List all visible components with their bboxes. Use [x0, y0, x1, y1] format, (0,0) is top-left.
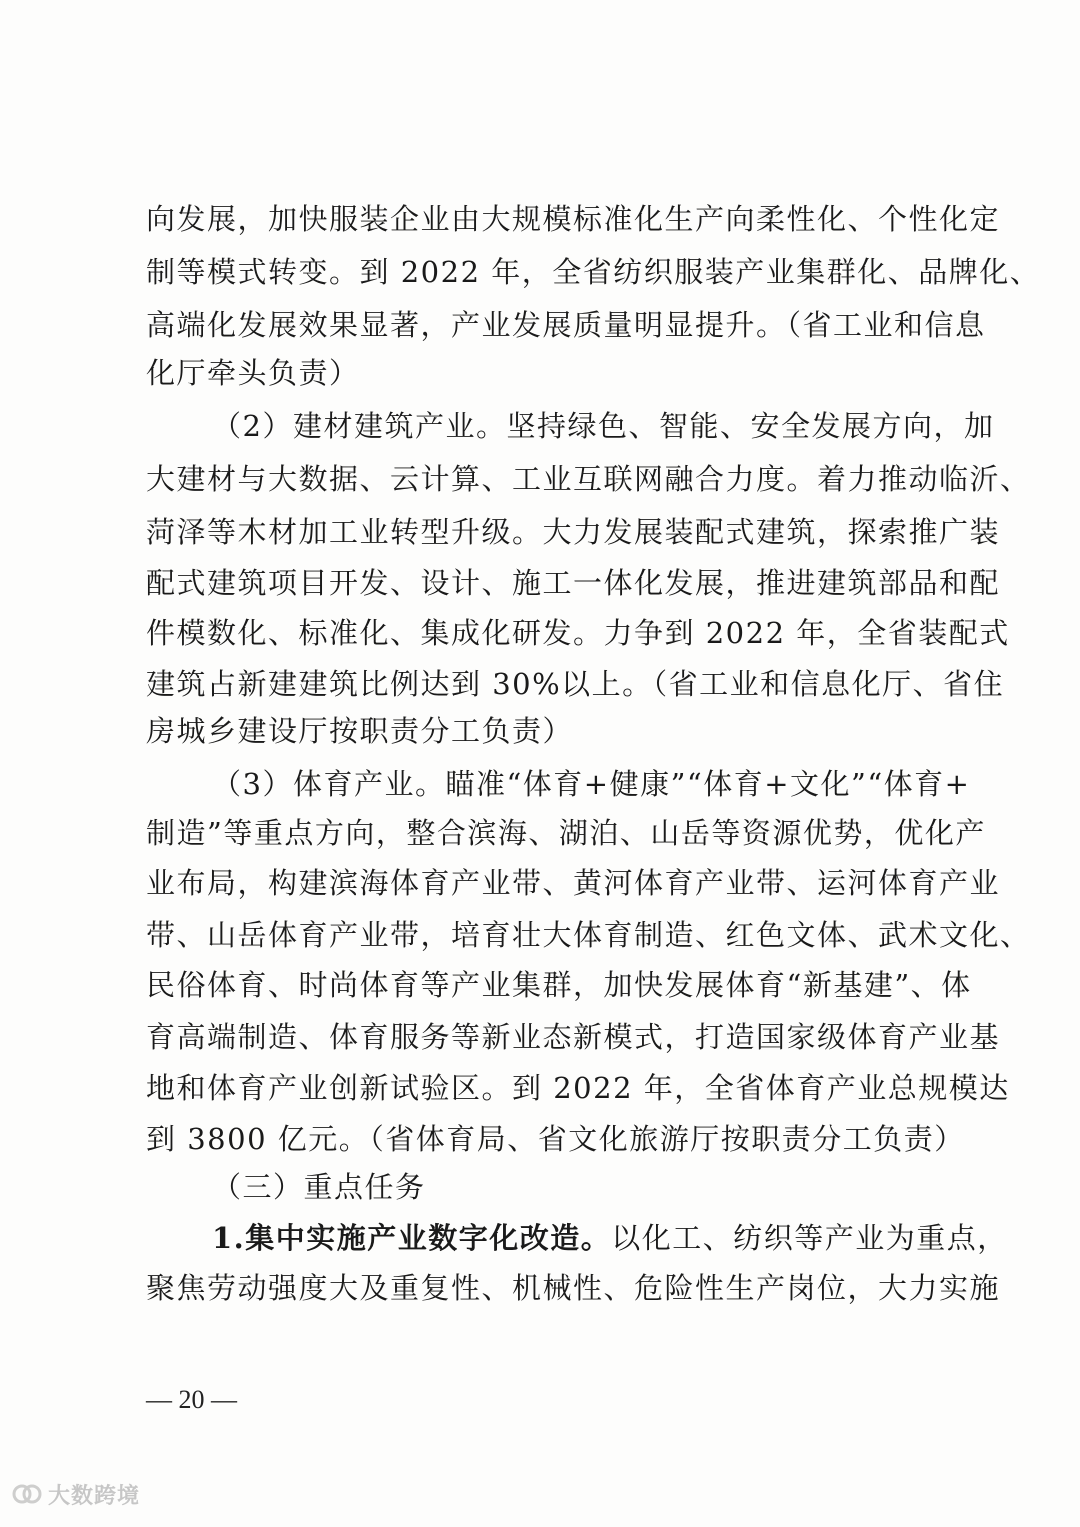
text-line-16: 民俗体育、时尚体育等产业集群，加快发展体育“新基建”、体 [146, 968, 972, 1002]
text-line-22: 聚焦劳动强度大及重复性、机械性、危险性生产岗位，大力实施 [146, 1271, 1001, 1305]
text-line-6: 大建材与大数据、云计算、工业互联网融合力度。着力推动临沂、 [146, 462, 1031, 496]
task-line [212, 1216, 1008, 1260]
link-logo-icon [10, 1477, 44, 1511]
page-number: — 20 — [146, 1385, 237, 1414]
section-heading: （三）重点任务 [212, 1170, 426, 1204]
text-line-1: 向发展，加快服装企业由大规模标准化生产向柔性化、个性化定 [146, 202, 1001, 236]
watermark [10, 1476, 140, 1512]
text-line-11: 房城乡建设厅按职责分工负责） [146, 714, 574, 748]
text-line-13: 制造”等重点方向，整合滨海、湖泊、山岳等资源优势，优化产 [146, 816, 986, 850]
text-line-5: （2）建材建筑产业。坚持绿色、智能、安全发展方向，加 [212, 409, 995, 443]
text-line-2: 制等模式转变。到 2022 年，全省纺织服装产业集群化、品牌化、 [146, 255, 1041, 289]
text-line-15: 带、山岳体育产业带，培育壮大体育制造、红色文体、武术文化、 [146, 918, 1031, 952]
text-line-4: 化厅牵头负责） [146, 356, 360, 390]
task-text: 以化工、纺织等产业为重点， [611, 1221, 1008, 1255]
text-line-9: 件模数化、标准化、集成化研发。力争到 2022 年，全省装配式 [146, 616, 1010, 650]
text-line-14: 业布局，构建滨海体育产业带、黄河体育产业带、运河体育产业 [146, 866, 1001, 900]
watermark-text: 大数跨境 [48, 1483, 141, 1509]
task-heading: 1.集中实施产业数字化改造。 [212, 1221, 612, 1255]
text-line-12: （3）体育产业。瞄准“体育+健康”“体育+文化”“体育+ [212, 767, 971, 801]
text-line-7: 菏泽等木材加工业转型升级。大力发展装配式建筑，探索推广装 [146, 515, 1001, 549]
text-line-19: 到 3800 亿元。（省体育局、省文化旅游厅按职责分工负责） [146, 1122, 965, 1156]
text-line-3: 高端化发展效果显著，产业发展质量明显提升。（省工业和信息 [146, 308, 986, 342]
text-line-18: 地和体育产业创新试验区。到 2022 年，全省体育产业总规模达 [146, 1071, 1010, 1105]
text-line-8: 配式建筑项目开发、设计、施工一体化发展，推进建筑部品和配 [146, 566, 1001, 600]
text-line-10: 建筑占新建建筑比例达到 30%以上。（省工业和信息化厅、省住 [146, 667, 1005, 701]
text-line-17: 育高端制造、体育服务等新业态新模式，打造国家级体育产业基 [146, 1020, 1001, 1054]
